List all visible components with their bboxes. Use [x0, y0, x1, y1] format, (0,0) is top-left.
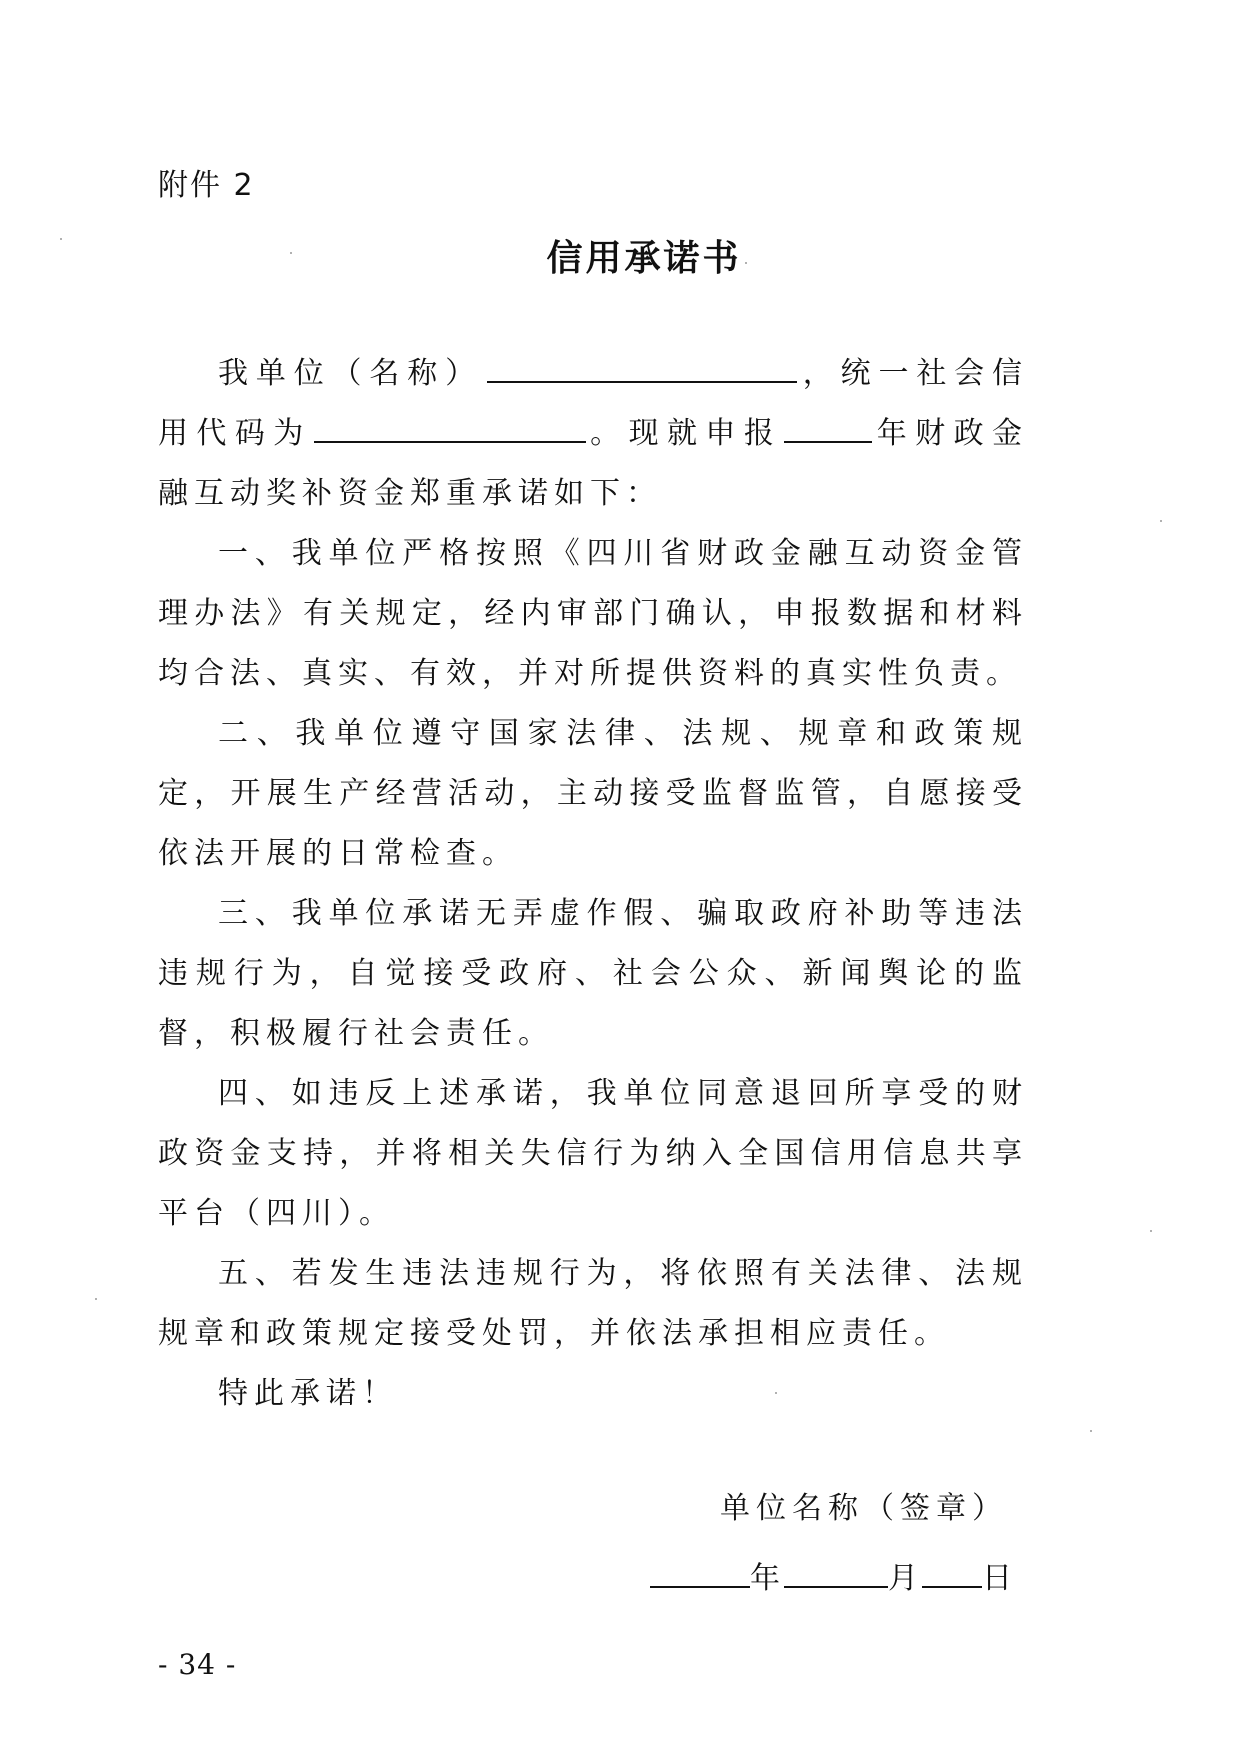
year-blank[interactable]: [784, 440, 872, 443]
intro-text-3: 。现就申报: [587, 416, 783, 451]
scan-speck: [95, 1298, 97, 1300]
clause-3: 三、我单位承诺无弄虚作假、骗取政府补助等违法违规行为，自觉接受政府、社会公众、新闻舆论的监督，积极履行社会责任。: [158, 896, 1028, 1051]
clause-5: 五、若发生违法违规行为，将依照有关法律、法规规章和政策规定接受处罚，并依法承担相应责任。: [158, 1256, 1028, 1351]
page-number: - 34 -: [158, 1648, 237, 1681]
unit-name-blank[interactable]: [487, 380, 797, 383]
intro-paragraph: [158, 344, 1028, 524]
attachment-label: 附件 2: [158, 168, 255, 203]
clause-2: 二、我单位遵守国家法律、法规、规章和政策规定，开展生产经营活动，主动接受监督监管，自愿接受依法开展的日常检查。: [158, 716, 1028, 871]
intro-text-1: 我单位（名称）: [218, 356, 483, 391]
scan-speck: [1090, 1430, 1092, 1432]
date-year-label: 年: [750, 1561, 784, 1596]
scan-speck: [1150, 1230, 1152, 1232]
credit-code-blank[interactable]: [314, 440, 586, 443]
commitment-body: [158, 344, 1028, 1424]
date-month-blank[interactable]: [784, 1585, 888, 1588]
scan-speck: [745, 262, 747, 264]
document-title: 信用承诺书: [546, 238, 742, 279]
date-year-blank[interactable]: [650, 1585, 750, 1588]
intro-text-4: 年财政金融互动奖补资金郑重承诺如下：: [158, 416, 1029, 511]
date-month-label: 月: [888, 1561, 922, 1596]
date-day-blank[interactable]: [922, 1585, 982, 1588]
scan-speck: [775, 1392, 777, 1394]
clause-4: 四、如违反上述承诺，我单位同意退回所享受的财政资金支持，并将相关失信行为纳入全国信用信息共享平台（四川）。: [158, 1076, 1028, 1231]
date-line: [650, 1553, 1016, 1597]
scan-speck: [1160, 520, 1162, 522]
clause-1: 一、我单位严格按照《四川省财政金融互动资金管理办法》有关规定，经内审部门确认，申报数据和材料均合法、真实、有效，并对所提供资料的真实性负责。: [158, 536, 1028, 691]
intro-text-2: ，统一社会信用代码为: [158, 356, 1029, 451]
signature-label: 单位名称（签章）: [720, 1491, 1008, 1526]
scan-speck: [60, 238, 62, 240]
date-day-label: 日: [982, 1561, 1016, 1596]
closing-line: 特此承诺！: [218, 1376, 398, 1411]
scan-speck: [290, 252, 292, 254]
